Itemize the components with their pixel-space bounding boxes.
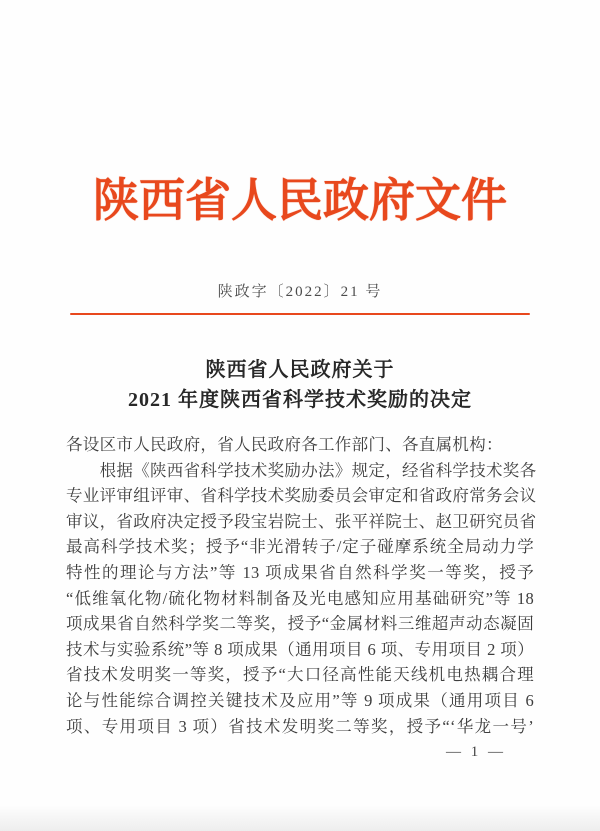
document-title — [0, 355, 600, 415]
body-text — [66, 432, 537, 739]
red-header-title: 陕西省人民政府文件 — [93, 175, 507, 226]
page-number: — 1 — — [446, 744, 506, 760]
body-line: 最高科学技术奖；授予“非光滑转子/定子碰摩系统全局动力学 — [66, 537, 534, 557]
red-divider-line — [70, 313, 530, 315]
body-line: 省技术发明奖一等奖，授予“大口径高性能天线机电热耦合理 — [66, 665, 534, 685]
document-title-line-1: 陕西省人民政府关于 — [205, 359, 395, 381]
body-line: 审议，省政府决定授予段宝岩院士、张平祥院士、赵卫研究员省 — [66, 511, 537, 531]
body-line: 技术与实验系统”等 8 项成果（通用项目 6 项、专用项目 2 项） — [66, 639, 534, 659]
body-line: “低维氧化物/硫化物材料制备及光电感知应用基础研究”等 18 — [66, 588, 534, 608]
body-line: 项、专用项目 3 项）省技术发明奖二等奖，授予“‘华龙一号’ — [66, 716, 534, 736]
body-line: 专业评审组评审、省科学技术奖励委员会审定和省政府常务会议 — [66, 486, 537, 506]
body-line: 各设区市人民政府，省人民政府各工作部门、各直属机构： — [66, 435, 503, 454]
document-title-line-2: 2021 年度陕西省科学技术奖励的决定 — [128, 389, 472, 411]
body-line: 根据《陕西省科学技术奖励办法》规定，经省科学技术奖各 — [66, 460, 537, 480]
body-line: 特性的理论与方法”等 13 项成果省自然科学奖一等奖，授予 — [66, 562, 534, 582]
body-line: 论与性能综合调控关键技术及应用”等 9 项成果（通用项目 6 — [66, 690, 534, 710]
body-line: 项成果省自然科学奖二等奖，授予“金属材料三维超声动态凝固 — [66, 614, 534, 634]
document-number: 陕政字〔2022〕21 号 — [217, 284, 383, 300]
